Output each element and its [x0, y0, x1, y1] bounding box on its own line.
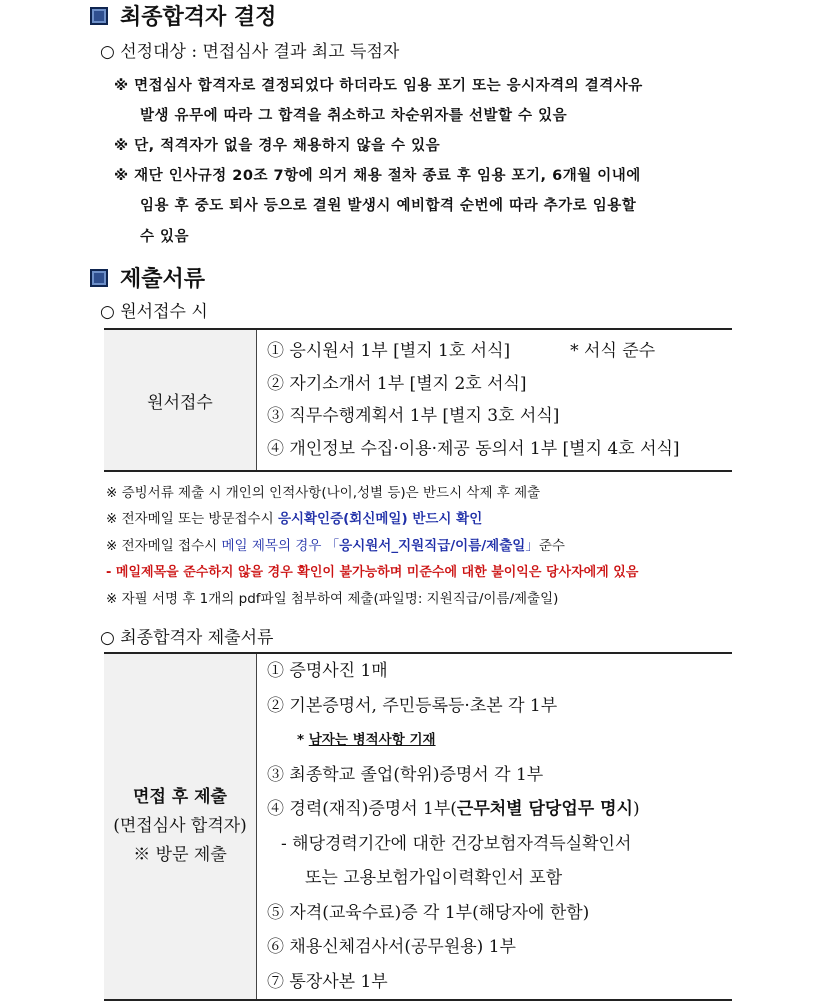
final-label-title: 면접 후 제출: [133, 787, 227, 807]
subsection-apply: ○ 원서접수 시: [100, 302, 208, 322]
note-line: 수 있음: [140, 229, 190, 245]
selection-criteria: ○ 선정대상 : 면접심사 결과 최고 득점자: [100, 42, 400, 62]
note-line: ※ 단, 적격자가 없을 경우 채용하지 않을 수 있음: [114, 138, 441, 154]
final-label-sub: (면접심사 합격자): [113, 816, 247, 836]
final-item: ② 기본증명서, 주민등록등·초본 각 1부: [267, 695, 558, 716]
final-item: ① 증명사진 1매: [267, 661, 388, 681]
blue-square-icon: [90, 7, 108, 25]
apply-docs-table: [104, 328, 732, 472]
section-heading-final: [90, 0, 276, 31]
note-line: 발생 유무에 따라 그 합격을 취소하고 차순위자를 선발할 수 있음: [140, 108, 568, 124]
final-item: ⑤ 자격(교육수료)증 각 1부(해당자에 한함): [267, 902, 590, 923]
final-item-note: * 남자는 병적사항 기재: [297, 732, 436, 748]
final-item-sub: - 해당경력기간에 대한 건강보험자격득실확인서: [281, 833, 632, 854]
note-line: 임용 후 중도 퇴사 등으로 결원 발생시 예비합격 순번에 따라 추가로 임용할: [140, 198, 637, 214]
format-remark: * 서식 준수: [570, 341, 656, 361]
final-items: [257, 653, 733, 1000]
final-item-sub: 또는 고용보험가입이력확인서 포함: [305, 868, 563, 888]
section-heading-docs: [90, 262, 205, 293]
apply-items: [257, 329, 733, 471]
final-item: ③ 최종학교 졸업(학위)증명서 각 1부: [267, 764, 544, 785]
section-title: 최종합격자 결정: [120, 5, 277, 30]
blue-square-icon: [90, 269, 108, 287]
remark-line: ※ 자필 서명 후 1개의 pdf파일 첨부하여 제출(파일명: 지원직급/이름/제출일): [106, 591, 559, 607]
apply-item: ④ 개인정보 수집·이용·제공 동의서 1부 [별지 4호 서식]: [267, 438, 680, 459]
remark-line: ※ 전자메일 또는 방문접수시 응시확인증(회신메일) 반드시 확인: [106, 511, 483, 527]
apply-item: ③ 직무수행계획서 1부 [별지 3호 서식]: [267, 406, 560, 426]
section-title: 제출서류: [120, 267, 206, 292]
note-line: ※ 면접심사 합격자로 결정되었다 하더라도 임용 포기 또는 응시자격의 결격사유: [114, 78, 643, 94]
remark-line: ※ 증빙서류 제출 시 개인의 인적사항(나이,성별 등)은 반드시 삭제 후 제출: [106, 485, 541, 501]
final-item: ⑥ 채용신체검사서(공무원용) 1부: [267, 937, 516, 957]
final-docs-table: [104, 652, 732, 1001]
final-label: [104, 653, 257, 1000]
subsection-final: ○ 최종합격자 제출서류: [100, 628, 274, 648]
final-item: ⑦ 통장사본 1부: [267, 971, 388, 992]
remark-line: ※ 전자메일 접수시 메일 제목의 경우 「응시원서_지원직급/이름/제출일」준수: [106, 538, 565, 554]
final-item: ④ 경력(재직)증명서 1부(근무처별 담당업무 명시): [267, 799, 640, 819]
apply-item: ① 응시원서 1부 [별지 1호 서식] * 서식 준수: [267, 341, 656, 361]
note-line: ※ 재단 인사규정 20조 7항에 의거 채용 절차 종료 후 임용 포기, 6개월 이내에: [114, 168, 641, 184]
final-label-visit: ※ 방문 제출: [133, 845, 227, 865]
apply-item: ② 자기소개서 1부 [별지 2호 서식]: [267, 373, 527, 394]
apply-label: 원서접수: [104, 329, 257, 471]
remark-warning: - 메일제목을 준수하지 않을 경우 확인이 불가능하며 미준수에 대한 불이익은 당사자에게 있음: [106, 565, 639, 580]
